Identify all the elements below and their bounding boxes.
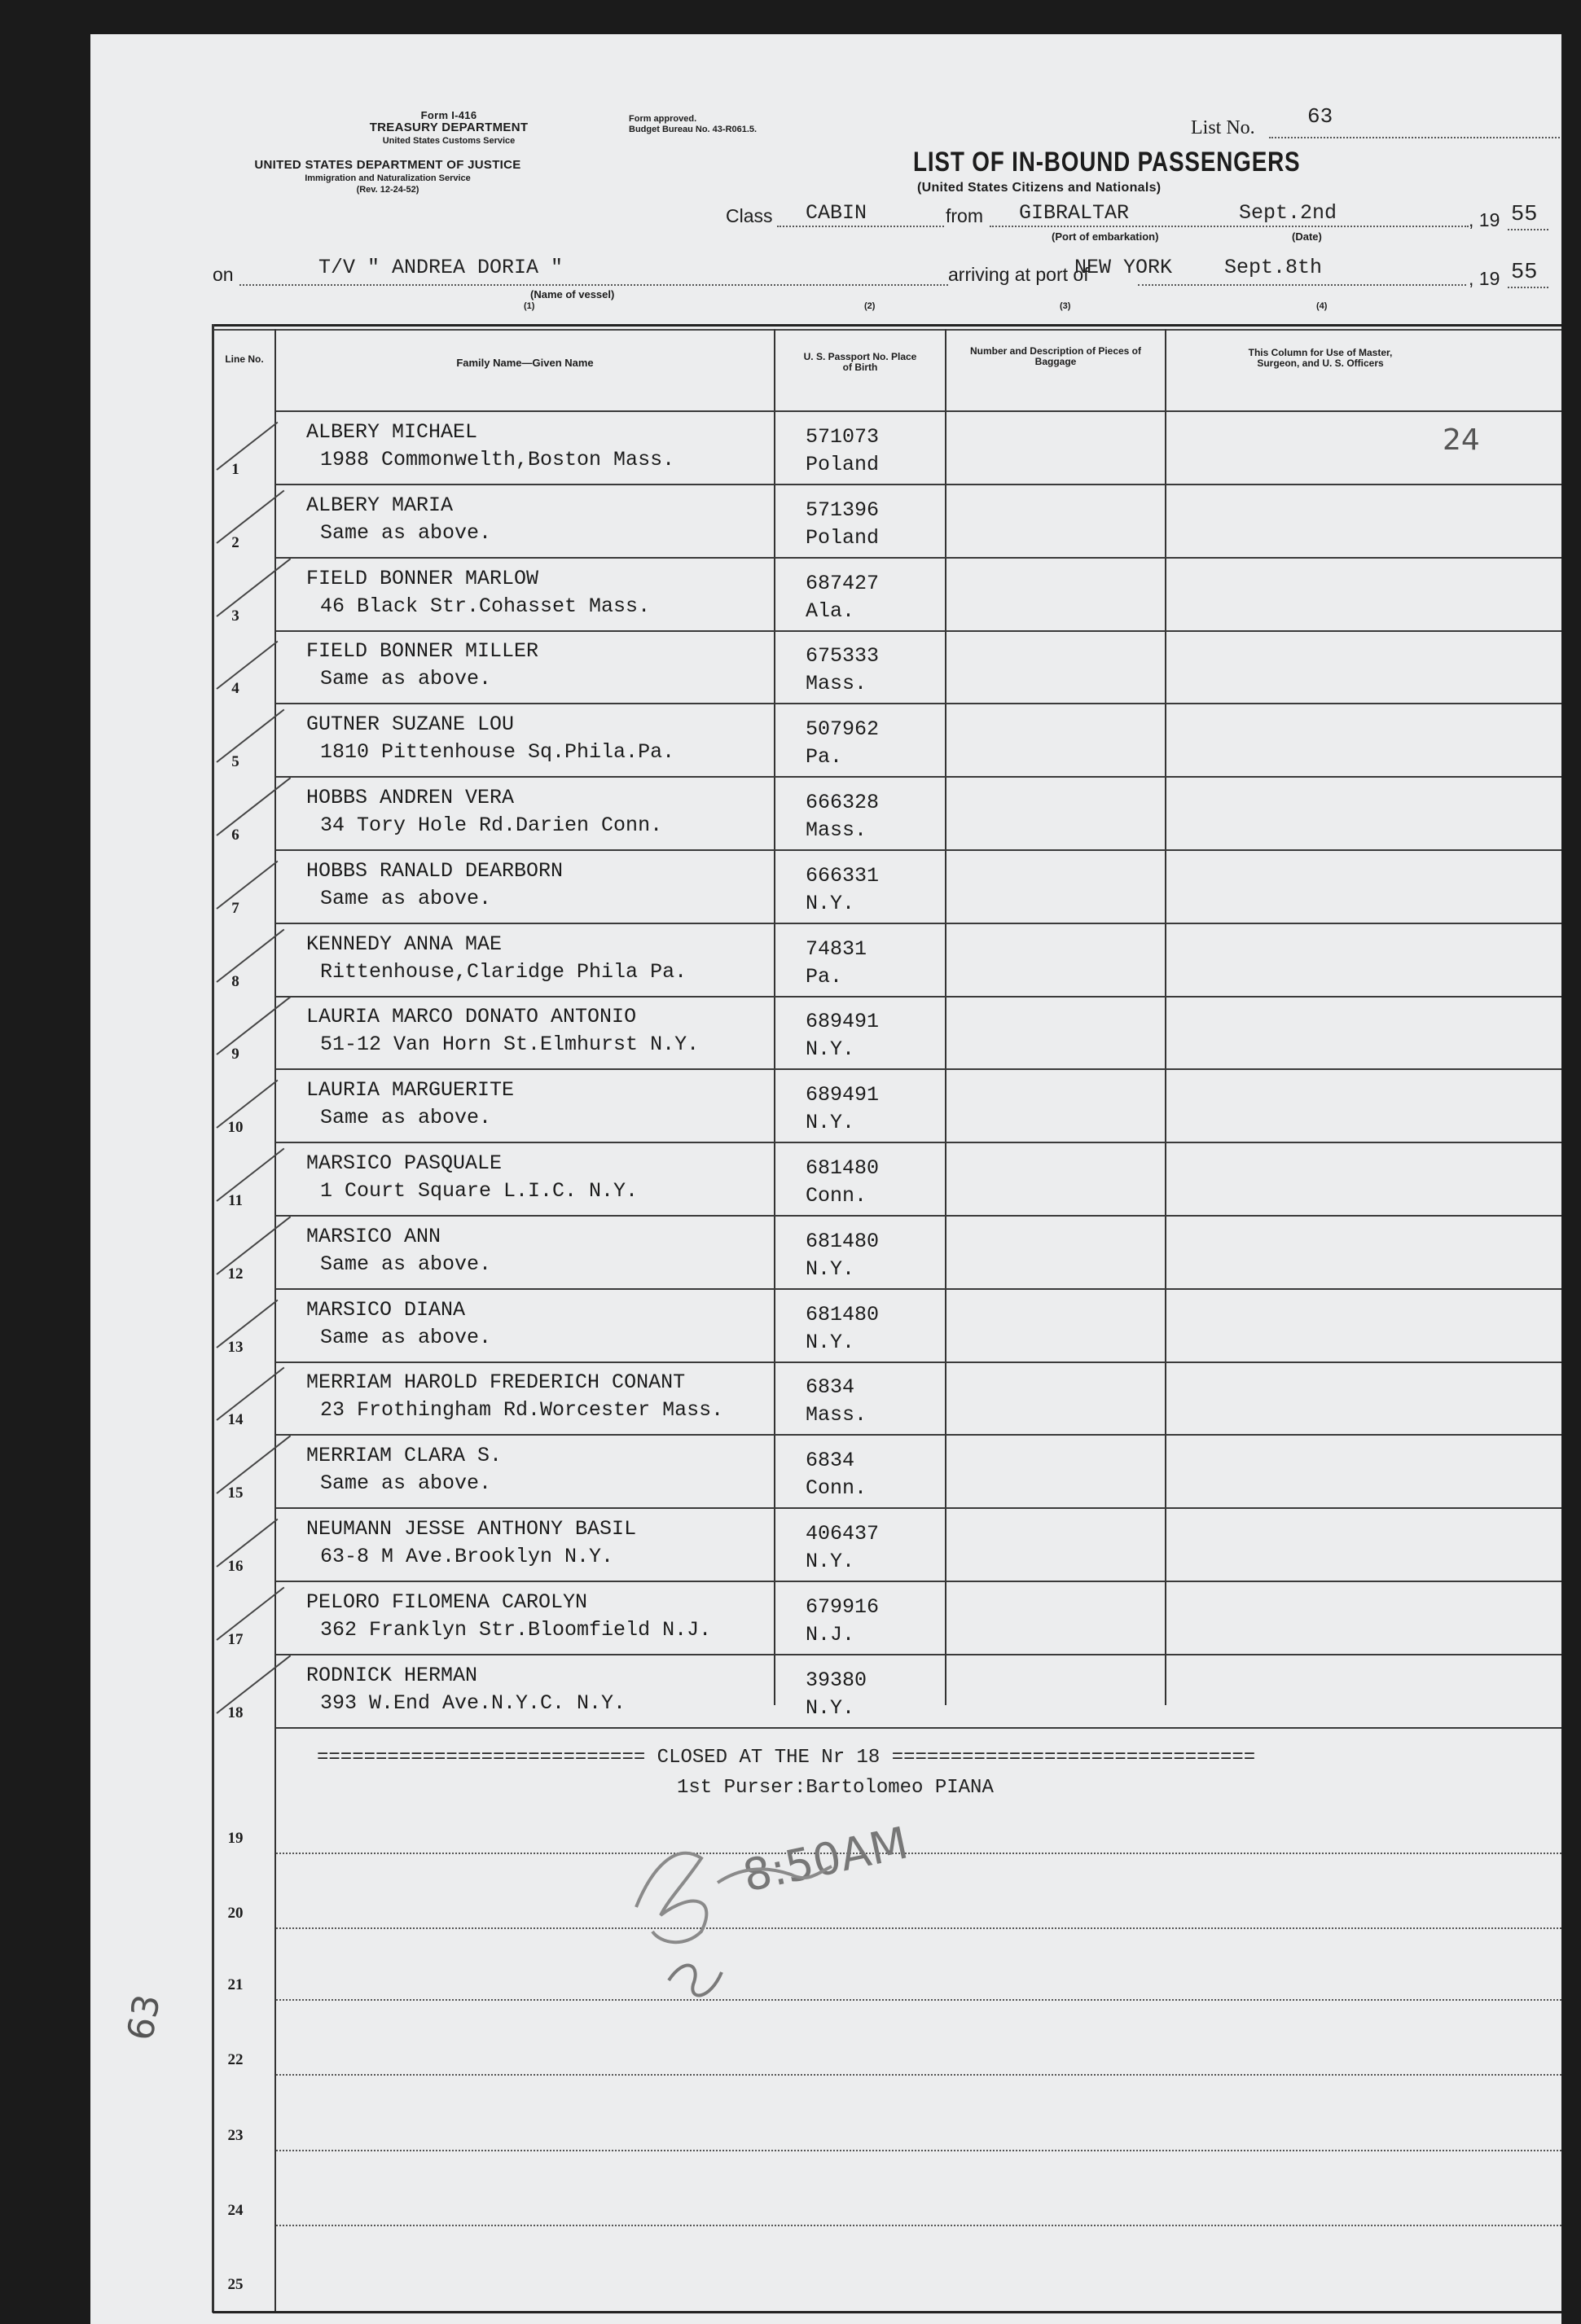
line-number: 24 <box>227 2202 244 2219</box>
column-number-1: (1) <box>524 301 535 311</box>
passport-number: 675333 <box>806 644 880 668</box>
justice-department: UNITED STATES DEPARTMENT OF JUSTICE <box>254 158 521 172</box>
passenger-address: Same as above. <box>320 887 492 910</box>
table-row <box>90 1362 1561 1436</box>
line-number: 18 <box>227 1704 244 1721</box>
purser-signature-line: 1st Purser:Bartolomeo PIANA <box>677 1777 994 1799</box>
table-row <box>90 997 1561 1070</box>
line-number: 11 <box>228 1191 243 1209</box>
margin-note: 63 <box>120 1991 169 2044</box>
revision-date: (Rev. 12-24-52) <box>356 185 419 195</box>
row-divider <box>276 1727 1561 1729</box>
passenger-name: FIELD BONNER MARLOW <box>306 567 539 590</box>
place-of-birth: Ala. <box>806 599 855 623</box>
passport-number: 6834 <box>806 1375 855 1399</box>
time-note: 8:50AM <box>738 1817 913 1902</box>
table-top-border <box>213 324 1561 327</box>
table-row <box>90 778 1561 851</box>
table-row <box>90 1290 1561 1363</box>
empty-row-line <box>276 1999 1561 2001</box>
passport-number: 689491 <box>806 1083 880 1107</box>
arrival-year: 55 <box>1511 261 1538 285</box>
line-number: 9 <box>231 1045 239 1063</box>
date-caption: (Date) <box>1292 230 1322 243</box>
passport-number: 6834 <box>806 1449 855 1472</box>
passenger-name: MERRIAM HAROLD FREDERICH CONANT <box>306 1370 686 1394</box>
table-row <box>90 1436 1561 1509</box>
check-mark <box>216 928 284 982</box>
line-number: 25 <box>227 2276 244 2293</box>
passenger-address: 393 W.End Ave.N.Y.C. N.Y. <box>320 1691 626 1715</box>
table-row <box>90 1582 1561 1655</box>
empty-row-line <box>276 1927 1561 1929</box>
passenger-name: MARSICO ANN <box>306 1225 441 1248</box>
passenger-name: RODNICK HERMAN <box>306 1664 478 1687</box>
passenger-list-document <box>90 34 1561 2324</box>
check-mark <box>216 1366 284 1420</box>
line-number: 6 <box>231 826 239 844</box>
check-mark <box>216 1655 291 1713</box>
place-of-birth: Poland <box>806 526 880 550</box>
passenger-name: MERRIAM CLARA S. <box>306 1444 503 1467</box>
line-number: 8 <box>231 972 239 990</box>
empty-row-line <box>276 2074 1561 2076</box>
table-row <box>90 1655 1561 1729</box>
port-caption: (Port of embarkation) <box>1052 230 1159 243</box>
empty-row-line <box>276 1853 1561 1854</box>
header-line-no: Line No. <box>225 353 264 365</box>
place-of-birth: N.Y. <box>806 1037 855 1061</box>
column-number-3: (3) <box>1060 301 1071 311</box>
passport-number: 689491 <box>806 1010 880 1033</box>
check-mark <box>216 1435 291 1493</box>
class-label: Class <box>726 205 773 226</box>
passenger-address: 1 Court Square L.I.C. N.Y. <box>320 1179 639 1203</box>
passenger-address: Same as above. <box>320 1106 492 1129</box>
passport-number: 687427 <box>806 572 880 595</box>
officer-note: 24 <box>1443 423 1480 457</box>
passenger-address: Same as above. <box>320 1471 492 1495</box>
passenger-address: Same as above. <box>320 521 492 545</box>
closed-notice: ============================ CLOSED AT THE Nr 18 =============================== <box>317 1747 1256 1769</box>
table-row <box>90 559 1561 632</box>
passenger-name: GUTNER SUZANE LOU <box>306 713 515 736</box>
departure-year: 55 <box>1511 203 1538 227</box>
table-row <box>90 1070 1561 1143</box>
column-number-2: (2) <box>864 301 876 311</box>
table-row <box>90 1217 1561 1290</box>
budget-bureau-no: Budget Bureau No. 43-R061.5. <box>629 125 758 134</box>
page-subtitle: (United States Citizens and Nationals) <box>917 181 1162 195</box>
line-number: 22 <box>227 2051 244 2068</box>
table-row <box>90 704 1561 778</box>
table-row <box>90 851 1561 924</box>
check-mark <box>216 777 291 835</box>
passenger-name: HOBBS ANDREN VERA <box>306 786 515 809</box>
passenger-name: PELORO FILOMENA CAROLYN <box>306 1590 588 1614</box>
line-number: 14 <box>227 1410 244 1428</box>
table-row <box>90 631 1561 704</box>
check-mark <box>216 996 291 1055</box>
passenger-address: 23 Frothingham Rd.Worcester Mass. <box>320 1398 724 1422</box>
place-of-birth: Mass. <box>806 672 867 695</box>
handwritten-initials <box>547 1809 889 2005</box>
place-of-birth: N.Y. <box>806 1331 855 1354</box>
on-label: on <box>213 264 234 285</box>
table-row <box>90 412 1561 485</box>
place-of-birth: N.Y. <box>806 1111 855 1134</box>
check-mark <box>216 708 284 762</box>
passenger-address: Same as above. <box>320 667 492 691</box>
passport-number: 681480 <box>806 1303 880 1326</box>
passport-number: 74831 <box>806 937 867 961</box>
header-baggage: Number and Description of Pieces of Baggage <box>969 345 1142 367</box>
line-number: 7 <box>231 899 239 917</box>
passport-number: 681480 <box>806 1156 880 1180</box>
passenger-address: 46 Black Str.Cohasset Mass. <box>320 594 651 618</box>
passenger-name: FIELD BONNER MILLER <box>306 639 539 663</box>
passport-number: 571396 <box>806 498 880 522</box>
line-number: 16 <box>227 1557 244 1575</box>
passport-number: 666328 <box>806 791 880 814</box>
line-number: 2 <box>231 533 239 551</box>
arrival-port: NEW YORK <box>1074 256 1173 279</box>
passenger-name: NEUMANN JESSE ANTHONY BASIL <box>306 1517 637 1541</box>
from-label: from <box>946 205 983 226</box>
line-number: 19 <box>227 1830 244 1847</box>
passenger-name: HOBBS RANALD DEARBORN <box>306 859 564 883</box>
passenger-name: MARSICO DIANA <box>306 1298 466 1322</box>
place-of-birth: N.Y. <box>806 1696 855 1720</box>
from-value: GIBRALTAR <box>1019 201 1130 225</box>
departure-year-prefix: , 19 <box>1469 209 1500 230</box>
empty-row-line <box>276 2150 1561 2151</box>
passport-number: 666331 <box>806 864 880 888</box>
line-number: 5 <box>231 752 239 770</box>
form-approved: Form approved. <box>629 114 697 124</box>
line-number: 4 <box>231 679 239 697</box>
passport-number: 679916 <box>806 1595 880 1619</box>
list-no-value: 63 <box>1307 104 1333 129</box>
check-mark <box>216 1147 284 1201</box>
passenger-address: Same as above. <box>320 1326 492 1349</box>
place-of-birth: N.Y. <box>806 1257 855 1281</box>
place-of-birth: Poland <box>806 453 880 476</box>
passenger-address: 1988 Commonwelth,Boston Mass. <box>320 448 675 471</box>
table-top-border-inner <box>213 329 1561 331</box>
column-number-4: (4) <box>1316 301 1328 311</box>
arriving-label: arriving at port of <box>948 264 1089 285</box>
passenger-name: LAURIA MARGUERITE <box>306 1078 515 1102</box>
header-officers: This Column for Use of Master, Surgeon, and U. S. Officers <box>1248 347 1393 369</box>
passenger-address: Same as above. <box>320 1252 492 1276</box>
passport-number: 406437 <box>806 1522 880 1546</box>
place-of-birth: N.Y. <box>806 892 855 915</box>
passenger-name: ALBERY MICHAEL <box>306 420 478 444</box>
table-row <box>90 924 1561 998</box>
passport-number: 39380 <box>806 1668 867 1692</box>
place-of-birth: Conn. <box>806 1184 867 1208</box>
line-number: 12 <box>227 1265 244 1283</box>
passenger-name: MARSICO PASQUALE <box>306 1151 503 1175</box>
check-mark <box>216 558 291 616</box>
place-of-birth: N.J. <box>806 1623 855 1647</box>
vessel-name: T/V " ANDREA DORIA " <box>318 256 564 279</box>
passenger-address: 1810 Pittenhouse Sq.Phila.Pa. <box>320 740 675 764</box>
arrival-date: Sept.8th <box>1224 256 1323 279</box>
line-number: 13 <box>227 1338 244 1356</box>
table-row <box>90 1143 1561 1217</box>
customs-service: United States Customs Service <box>382 136 516 146</box>
page-title: LIST OF IN-BOUND PASSENGERS <box>913 147 1301 178</box>
passenger-name: KENNEDY ANNA MAE <box>306 932 503 956</box>
arrival-year-prefix: , 19 <box>1469 268 1500 289</box>
passenger-name: LAURIA MARCO DONATO ANTONIO <box>306 1005 637 1028</box>
passport-number: 681480 <box>806 1230 880 1253</box>
place-of-birth: Mass. <box>806 1403 867 1427</box>
treasury-department: TREASURY DEPARTMENT <box>369 121 529 134</box>
line-number: 1 <box>231 460 239 478</box>
place-of-birth: Pa. <box>806 745 843 769</box>
check-mark <box>216 489 284 543</box>
class-value: CABIN <box>806 201 867 225</box>
line-number: 20 <box>227 1905 244 1922</box>
passenger-address: 63-8 M Ave.Brooklyn N.Y. <box>320 1545 614 1568</box>
table-row <box>90 1509 1561 1582</box>
passport-number: 571073 <box>806 425 880 449</box>
place-of-birth: Mass. <box>806 818 867 842</box>
passport-number: 507962 <box>806 717 880 741</box>
header-passport: U. S. Passport No. Place of Birth <box>803 351 917 373</box>
check-mark <box>216 1216 291 1274</box>
check-mark <box>216 1586 284 1640</box>
line-number: 3 <box>231 607 239 625</box>
passenger-address: Rittenhouse,Claridge Phila Pa. <box>320 960 687 984</box>
passenger-address: 34 Tory Hole Rd.Darien Conn. <box>320 813 663 837</box>
form-number: Form I-416 <box>420 109 477 121</box>
vessel-caption: (Name of vessel) <box>530 288 615 300</box>
line-number: 17 <box>227 1630 244 1648</box>
line-number: 15 <box>227 1484 244 1502</box>
line-number: 23 <box>227 2127 244 2144</box>
line-number: 21 <box>227 1976 244 1993</box>
departure-date: Sept.2nd <box>1239 201 1337 225</box>
table-bottom-border <box>213 2311 1561 2313</box>
passenger-address: 51-12 Van Horn St.Elmhurst N.Y. <box>320 1033 700 1056</box>
place-of-birth: Conn. <box>806 1476 867 1500</box>
header-name: Family Name—Given Name <box>456 357 594 369</box>
empty-row-line <box>276 2225 1561 2226</box>
line-number: 10 <box>227 1118 244 1136</box>
ins-service: Immigration and Naturalization Service <box>305 173 471 183</box>
passenger-address: 362 Franklyn Str.Bloomfield N.J. <box>320 1618 712 1642</box>
place-of-birth: N.Y. <box>806 1550 855 1573</box>
list-no-label: List No. <box>1191 117 1255 138</box>
passenger-name: ALBERY MARIA <box>306 493 454 517</box>
table-row <box>90 485 1561 559</box>
place-of-birth: Pa. <box>806 965 843 989</box>
